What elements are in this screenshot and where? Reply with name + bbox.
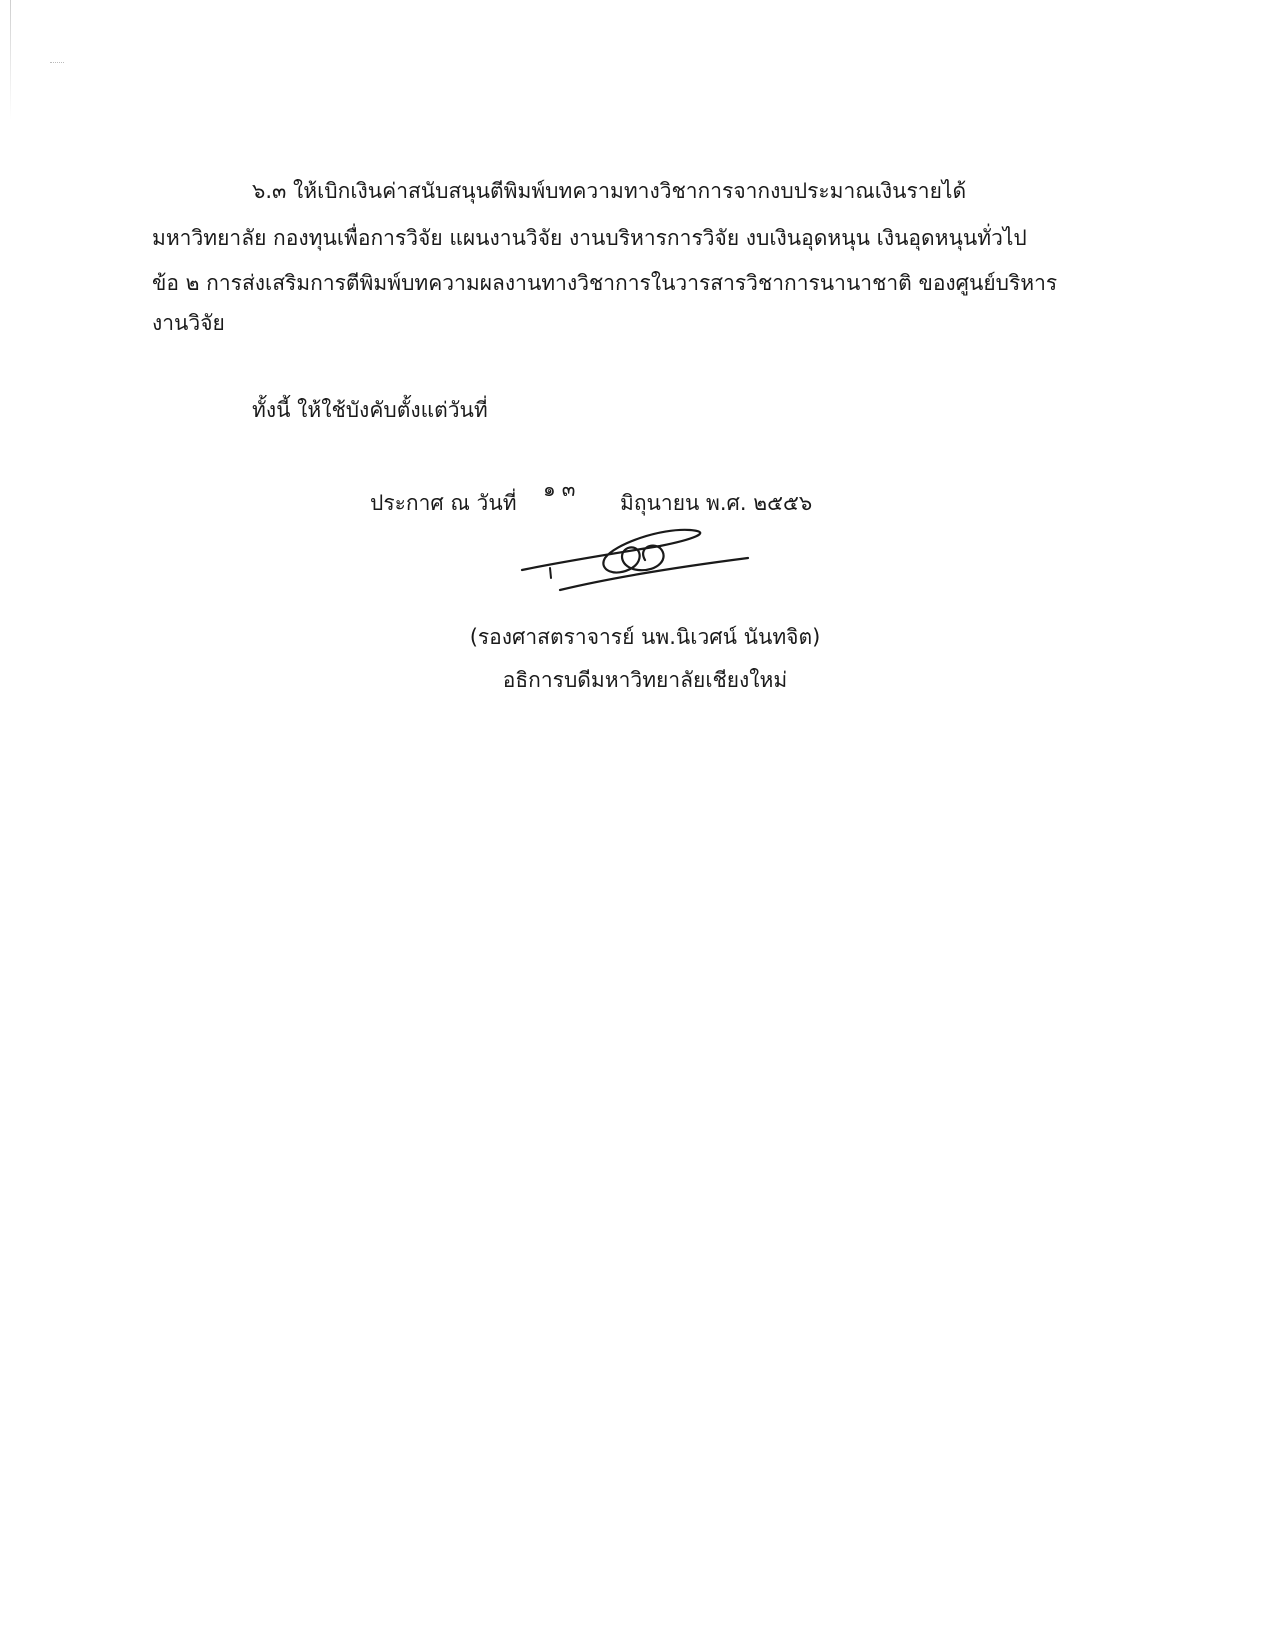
signatory-title: อธิการบดีมหาวิทยาลัยเชียงใหม่ [502,668,788,692]
scan-edge-mark [10,0,11,120]
announcement-month-year: มิถุนายน พ.ศ. ๒๕๕๖ [620,491,813,515]
announcement-prefix: ประกาศ ณ วันที่ [370,491,517,515]
paragraph-line-2: มหาวิทยาลัย กองทุนเพื่อการวิจัย แผนงานวิจัย งานบริหารการวิจัย งบเงินอุดหนุน เงินอุดหนุนทั่วไป [152,226,1027,250]
effective-clause: ทั้งนี้ ให้ใช้บังคับตั้งแต่วันที่ [252,398,488,422]
handwritten-signature [520,518,750,608]
paragraph-line-3: ข้อ ๒ การส่งเสริมการตีพิมพ์บทความผลงานทางวิชาการในวารสารวิชาการนานาชาติ ของศูนย์บริหาร [152,271,1058,295]
signatory-name: (รองศาสตราจารย์ นพ.นิเวศน์ นันทจิต) [469,625,821,649]
scan-speck-mark [50,62,64,66]
paragraph-line-4: งานวิจัย [152,311,225,335]
announcement-day: ๑๓ [543,477,582,501]
announcement-date [370,477,813,518]
paragraph-line-1: ๖.๓ ให้เบิกเงินค่าสนับสนุนตีพิมพ์บทความทางวิชาการจากงบประมาณเงินรายได้ [252,179,967,203]
